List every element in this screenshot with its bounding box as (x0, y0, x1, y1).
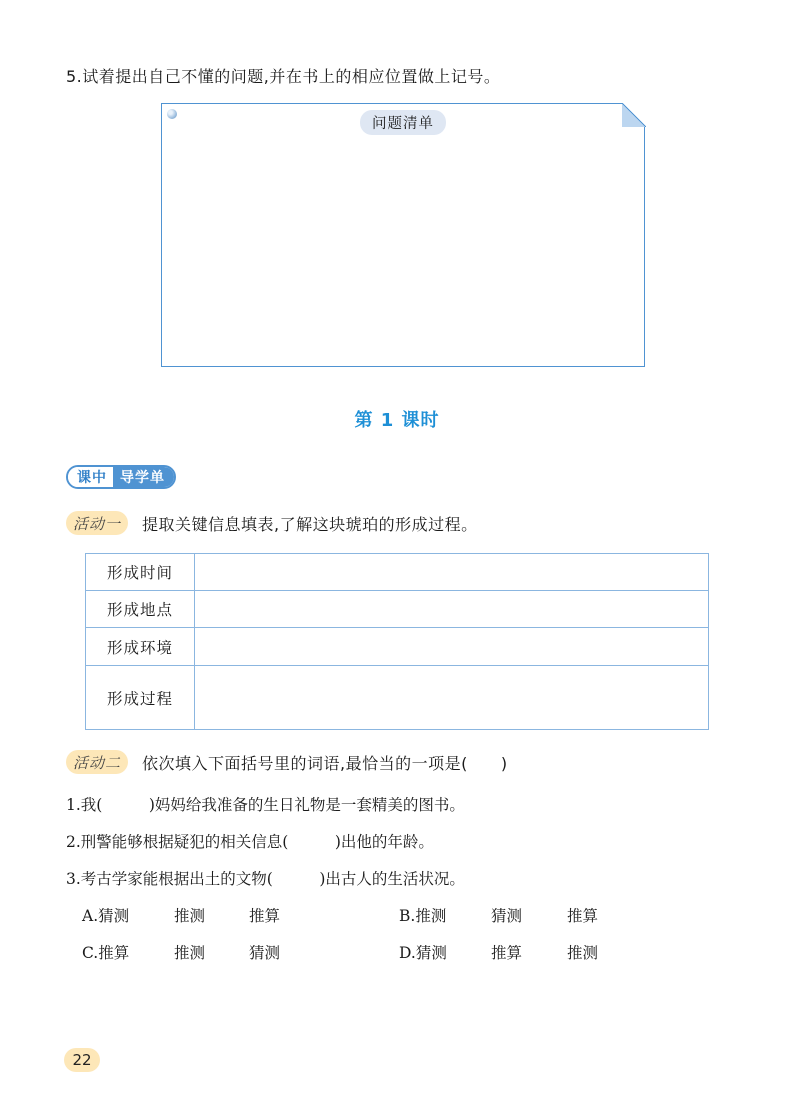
option-letter: C. (82, 944, 99, 962)
answer-cell[interactable] (195, 666, 709, 730)
option-b[interactable] (399, 904, 446, 926)
page-number: 22 (64, 1048, 100, 1072)
option-word: 推算 (567, 907, 599, 925)
option-word: 推算 (98, 944, 130, 962)
option-word: 推测 (415, 907, 447, 925)
row-header: 形成环境 (86, 628, 195, 666)
lesson-title: 第 1 课时 (354, 410, 440, 431)
option-word: 猜测 (249, 944, 281, 962)
option-word: 猜测 (415, 944, 447, 962)
question-5-text: 5.试着提出自己不懂的问题,并在书上的相应位置做上记号。 (66, 67, 501, 86)
option-word: 推算 (491, 944, 523, 962)
option-d[interactable] (399, 941, 447, 963)
row-header: 形成过程 (86, 666, 195, 730)
activity2-instruction: 依次填入下面括号里的词语,最恰当的一项是( ) (142, 754, 508, 773)
option-word: 推测 (174, 944, 206, 962)
sentence-3: 3.考古学家能根据出土的文物( )出古人的生活状况。 (66, 870, 465, 888)
badge-part2: 导学单 (113, 467, 174, 487)
option-word: 猜测 (491, 907, 523, 925)
option-letter: A. (82, 907, 99, 925)
option-c[interactable] (82, 941, 129, 963)
option-letter: D. (399, 944, 416, 962)
row-header: 形成地点 (86, 591, 195, 628)
table-row (86, 666, 709, 730)
sentence-1: 1.我( )妈妈给我准备的生日礼物是一套精美的图书。 (66, 796, 465, 814)
question-list-title: 问题清单 (360, 110, 446, 135)
question-list-card[interactable] (161, 103, 645, 367)
option-a[interactable] (82, 904, 129, 926)
option-letter: B. (399, 907, 416, 925)
option-word: 推算 (249, 907, 281, 925)
row-header: 形成时间 (86, 554, 195, 591)
table-row (86, 628, 709, 666)
table-row (86, 591, 709, 628)
activity2-label: 活动二 (66, 750, 128, 774)
option-word: 猜测 (98, 907, 130, 925)
option-word: 推测 (174, 907, 206, 925)
activity1-label: 活动一 (66, 511, 128, 535)
option-word: 推测 (567, 944, 599, 962)
page-fold-edge (622, 103, 646, 127)
in-class-guide-badge (66, 465, 176, 489)
answer-cell[interactable] (195, 628, 709, 666)
pin-icon (167, 109, 177, 119)
sentence-2: 2.刑警能够根据疑犯的相关信息( )出他的年龄。 (66, 833, 434, 851)
answer-cell[interactable] (195, 554, 709, 591)
formation-table (85, 553, 709, 730)
activity1-instruction: 提取关键信息填表,了解这块琥珀的形成过程。 (142, 515, 478, 534)
badge-part1: 课中 (68, 467, 113, 487)
answer-cell[interactable] (195, 591, 709, 628)
table-row (86, 554, 709, 591)
